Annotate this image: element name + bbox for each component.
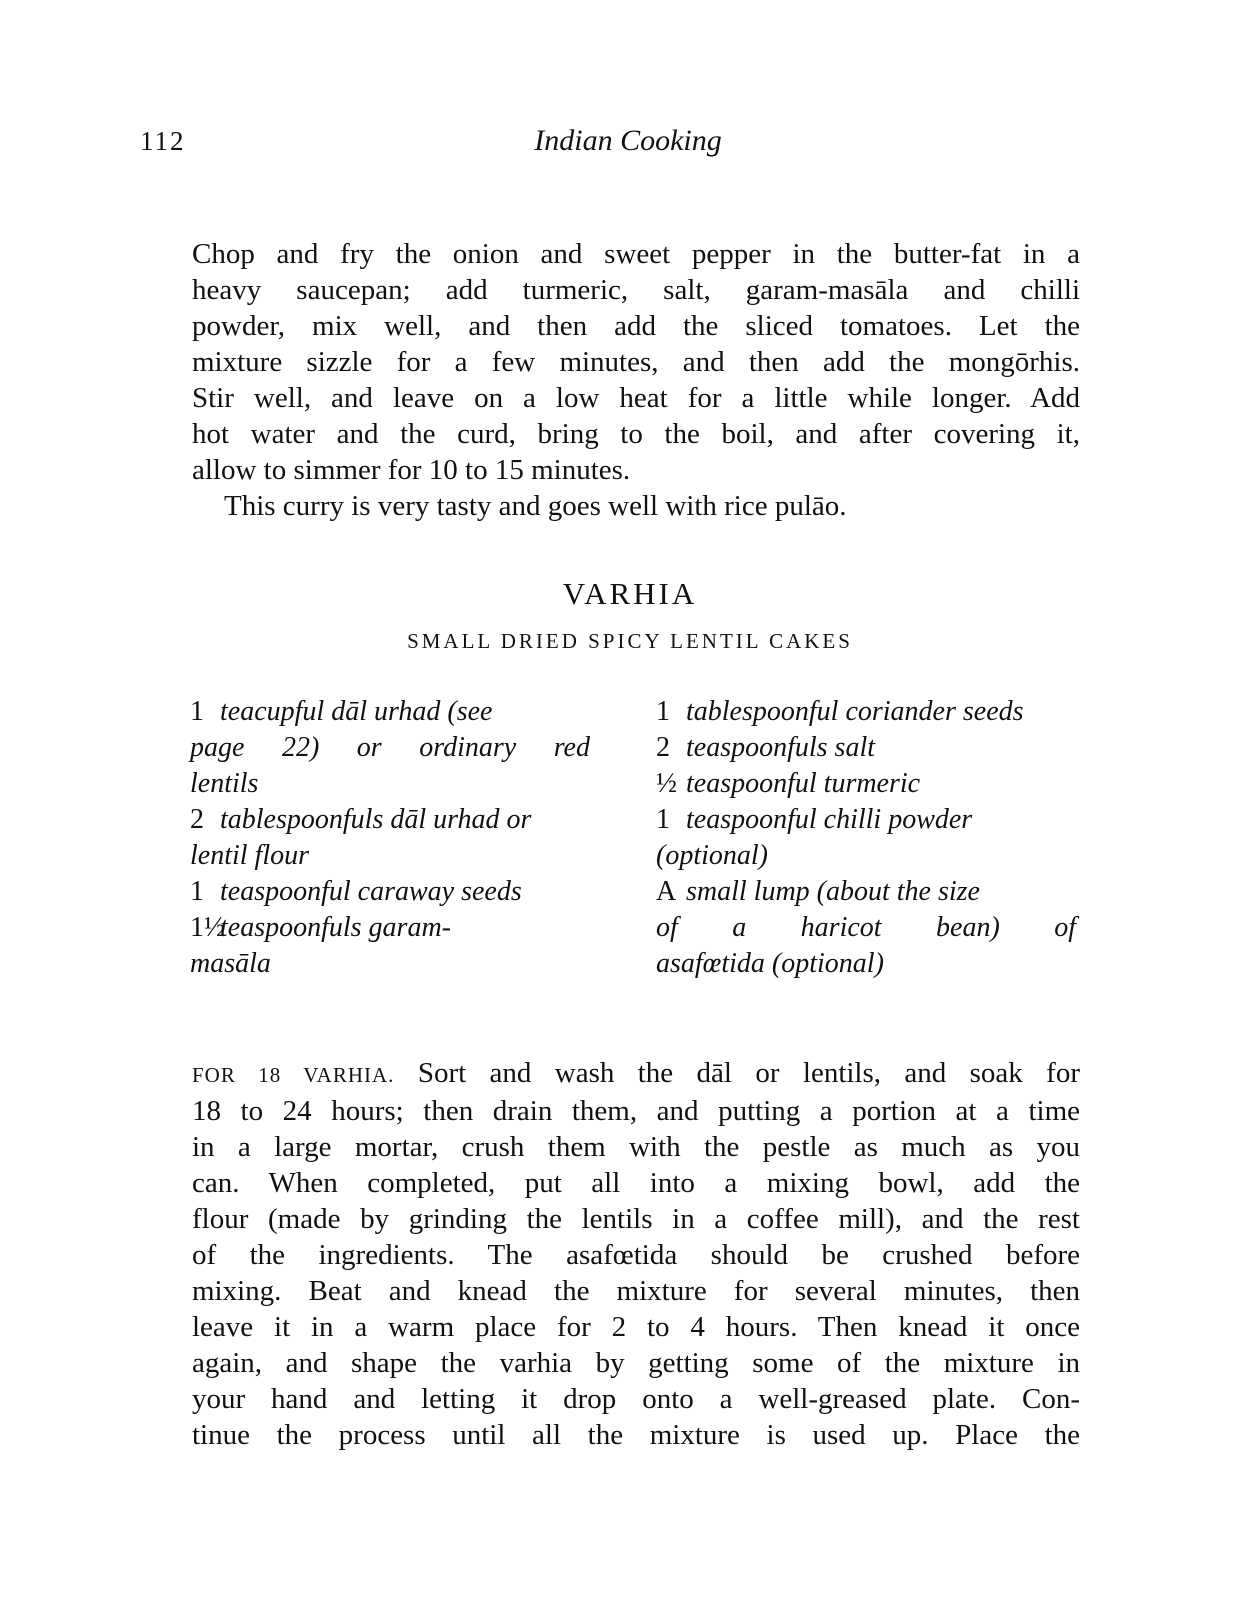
text-line: Chop and fry the onion and sweet pepper in the butter-fat in a [192,238,1080,270]
text-line: of the ingredients. The asafœtida should be crushed before [192,1239,1080,1271]
ingredient-text: teacupful dāl urhad (see [220,696,493,727]
text-line: mixing. Beat and knead the mixture for several minutes, then [192,1275,1080,1307]
text-line: tinue the process until all the mixture is used up. Place the [192,1419,1080,1451]
intro-paragraph [192,236,1080,524]
ingredient-text: asafœtida (optional) [656,948,884,979]
text-line: hot water and the curd, bring to the boil, and after covering it, [192,418,1080,450]
ingredient-text: tablespoonfuls dāl urhad or [220,804,532,835]
ingredient-quantity: A [656,876,677,907]
running-title: Indian Cooking [534,124,722,157]
ingredient-text: of a haricot bean) of [656,912,1076,943]
ingredient-text: teaspoonful caraway seeds [220,876,522,907]
recipe-subtitle: SMALL DRIED SPICY LENTIL CAKES [407,629,853,653]
ingredient-quantity: 1 [656,696,670,727]
text-line: flour (made by grinding the lentils in a coffee mill), and the rest [192,1203,1080,1235]
text-line: Stir well, and leave on a low heat for a little while longer. Add [192,382,1080,414]
ingredient-text: teaspoonful turmeric [686,768,921,799]
recipe-title: VARHIA [562,576,698,611]
method-lead: FOR 18 VARHIA. [192,1063,395,1087]
ingredient-text: teaspoonful chilli powder [686,804,973,835]
ingredient-text: (optional) [656,840,768,871]
closing-line: This curry is very tasty and goes well with rice pulāo. [224,490,847,522]
ingredient-item [190,910,590,982]
ingredient-text: lentil flour [190,840,309,871]
ingredients-left-column [190,694,590,982]
ingredient-text: small lump (about the size [686,876,980,907]
text-line: your hand and letting it drop onto a well-greased plate. Con- [192,1383,1080,1415]
ingredient-quantity: ½ [656,768,677,799]
ingredients-right-column [656,694,1076,982]
ingredient-quantity: 2 [656,732,670,763]
ingredient-text: tablespoonful coriander seeds [686,696,1024,727]
ingredient-item [656,802,1076,874]
text-line: again, and shape the varhia by getting some of the mixture in [192,1347,1080,1379]
ingredient-item [656,730,1076,766]
text-line: powder, mix well, and then add the sliced tomatoes. Let the [192,310,1080,342]
ingredient-quantity: 1½ [190,912,225,943]
ingredient-text: teaspoonfuls salt [686,732,876,763]
page-number: 112 [140,126,186,156]
ingredient-item [190,874,590,910]
text-line: allow to simmer for 10 to 15 minutes. [192,454,631,486]
ingredient-quantity: 1 [190,696,204,727]
ingredient-item [656,694,1076,730]
ingredient-item [656,874,1076,982]
text-line: heavy saucepan; add turmeric, salt, garam-masāla and chilli [192,274,1080,306]
ingredient-text: masāla [190,948,271,979]
method-text [192,1055,1080,1453]
method-paragraph [192,1055,1080,1453]
ingredient-item [190,694,590,802]
ingredient-text: teaspoonfuls garam- [220,912,451,943]
ingredient-text: lentils [190,768,259,799]
ingredient-quantity: 2 [190,804,204,835]
ingredient-quantity: 1 [656,804,670,835]
ingredient-item [190,802,590,874]
text-line: can. When completed, put all into a mixing bowl, add the [192,1167,1080,1199]
ingredient-quantity: 1 [190,876,204,907]
text-line [192,1055,1080,1093]
text-line: in a large mortar, crush them with the pestle as much as you [192,1131,1080,1163]
ingredient-text: page 22) or ordinary red [190,732,590,763]
text-line: leave it in a warm place for 2 to 4 hours. Then knead it once [192,1311,1080,1343]
method-first-line: Sort and wash the dāl or lentils, and soak for [417,1057,1080,1089]
text-line: 18 to 24 hours; then drain them, and putting a portion at a time [192,1095,1080,1127]
intro-text [192,236,1080,524]
text-line: mixture sizzle for a few minutes, and then add the mongōrhis. [192,346,1080,378]
ingredient-item [656,766,1076,802]
